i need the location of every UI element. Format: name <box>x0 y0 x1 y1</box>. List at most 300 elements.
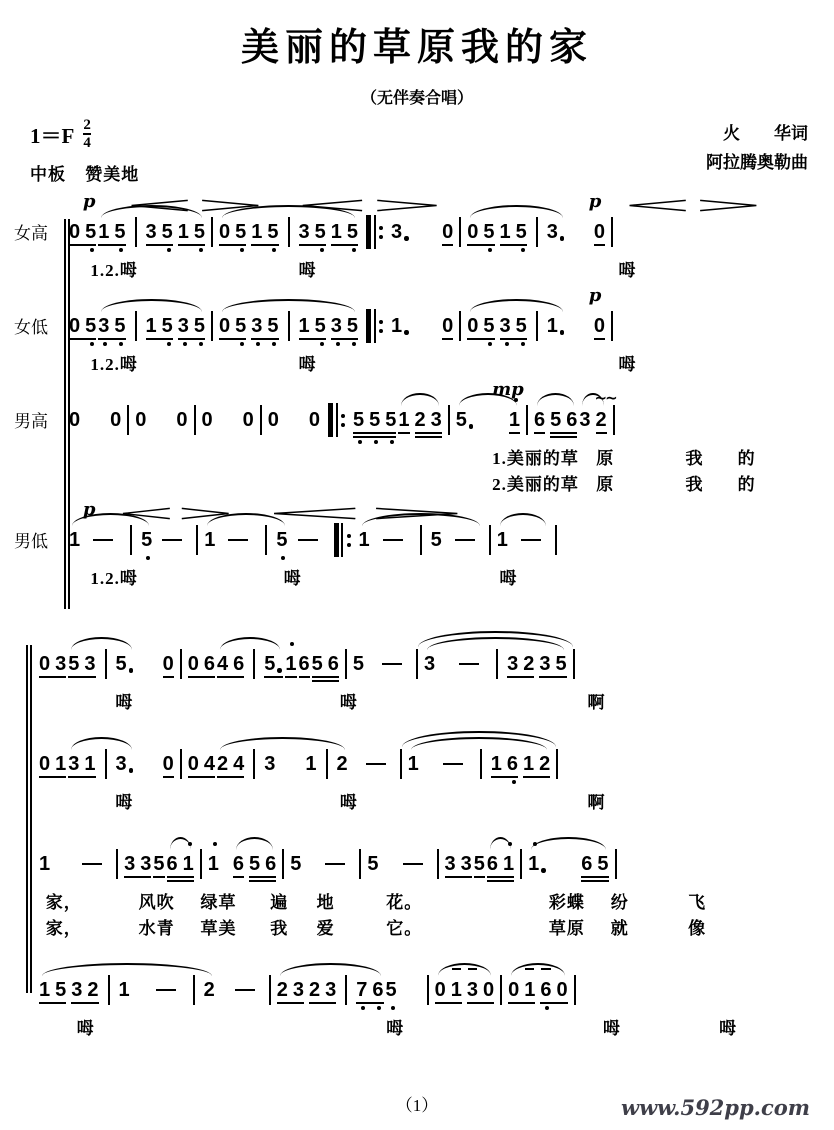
note <box>466 975 479 1005</box>
barline <box>359 849 361 879</box>
barline <box>611 217 613 247</box>
barline <box>265 525 267 555</box>
note <box>161 311 174 341</box>
note-digit: 6 <box>233 653 245 675</box>
notes-row <box>38 749 812 785</box>
duration-dash <box>459 649 479 679</box>
tenuto-line <box>452 968 461 970</box>
note <box>298 217 311 247</box>
lyric-syllable: 1.2.呣 <box>90 261 138 280</box>
barline <box>574 975 576 1005</box>
voice-line <box>14 193 812 279</box>
note <box>455 405 476 435</box>
beam-group <box>580 849 609 879</box>
voice-line <box>14 957 812 1037</box>
lyric-syllable: 我 <box>270 919 289 938</box>
barline <box>105 749 107 779</box>
note-digit: 1 <box>496 529 508 551</box>
note-digit: 0 <box>508 979 520 1001</box>
barline <box>345 975 347 1005</box>
note <box>593 217 606 247</box>
note <box>368 405 381 435</box>
lyric-syllable: 呣 <box>76 1019 95 1038</box>
notes-row <box>68 525 812 561</box>
slur-group <box>232 849 277 879</box>
beam-group <box>444 849 473 879</box>
slur-group <box>218 217 359 247</box>
slur-group <box>455 405 521 435</box>
note-digit: 3 <box>330 315 342 337</box>
lyric-syllable: 我 <box>685 449 704 468</box>
barline <box>269 975 271 1005</box>
octave-dot-low <box>515 248 531 252</box>
note-digit: 5 <box>290 853 302 875</box>
barline <box>130 525 132 555</box>
beam-group <box>232 849 245 879</box>
beam-group <box>522 749 551 779</box>
slur-group <box>423 649 568 679</box>
slur-group <box>97 217 206 247</box>
beam-group <box>308 975 337 1005</box>
note-digit: 5 <box>249 853 261 875</box>
barline <box>500 975 502 1005</box>
note <box>216 649 229 679</box>
note-digit: 3 <box>292 979 304 1001</box>
beam-group <box>330 311 359 341</box>
note <box>593 311 606 341</box>
barline <box>459 311 461 341</box>
note-digit: 2 <box>276 979 288 1001</box>
notes-row <box>68 217 812 253</box>
voice-body <box>38 731 812 811</box>
note-digit: 0 <box>219 221 231 243</box>
note-digit: 1 <box>499 221 511 243</box>
note <box>578 405 591 435</box>
note-digit: 1 <box>55 753 67 775</box>
note-digit: 6 <box>265 853 277 875</box>
note-digit: 5 <box>555 653 567 675</box>
barline <box>211 311 213 341</box>
note <box>308 405 321 435</box>
system-2 <box>14 631 812 1037</box>
beam-group <box>499 217 528 247</box>
note <box>263 749 276 779</box>
barline <box>326 749 328 779</box>
note-digit: 5 <box>515 221 527 243</box>
note-digit: 5 <box>311 653 323 675</box>
note-digit: 5 <box>276 529 288 551</box>
t2 <box>336 403 338 437</box>
note-digit: 1 <box>84 753 96 775</box>
beam-group <box>38 649 67 679</box>
note <box>371 975 384 1005</box>
beam-group <box>187 649 216 679</box>
beam-group <box>466 975 495 1005</box>
beam-group <box>486 849 515 879</box>
barline <box>556 749 558 779</box>
note <box>308 975 321 1005</box>
spacer <box>136 649 162 650</box>
beam-group <box>263 649 284 679</box>
note-digit: 5 <box>314 221 326 243</box>
augmentation-dot <box>275 649 283 679</box>
octave-dot-low <box>346 248 362 252</box>
note <box>330 311 343 341</box>
spacer <box>147 405 175 406</box>
note-digit: 1 <box>207 853 219 875</box>
note <box>234 311 247 341</box>
spacer <box>51 849 73 850</box>
note <box>490 749 503 779</box>
note <box>234 217 247 247</box>
spacer <box>279 749 301 750</box>
note <box>580 849 593 879</box>
note <box>38 749 51 779</box>
lyrics-row <box>68 256 812 279</box>
time-denominator: 4 <box>83 135 91 151</box>
slur-group <box>203 525 288 555</box>
duration-dash <box>455 525 475 555</box>
spacer <box>411 217 441 218</box>
tenuto-line <box>541 968 550 970</box>
octave-dot-low <box>234 342 250 346</box>
note <box>466 217 479 247</box>
voice-body <box>68 381 812 493</box>
note-digit: 5 <box>267 315 279 337</box>
beam-group <box>311 649 340 679</box>
dynamic-mp: mp <box>492 379 524 400</box>
note-digit: 1 <box>145 315 157 337</box>
barline <box>611 311 613 341</box>
notes-row <box>68 405 812 441</box>
note-digit: 3 <box>177 315 189 337</box>
beam-group <box>330 217 359 247</box>
note-digit: 3 <box>124 853 136 875</box>
beam-group <box>549 405 578 435</box>
note <box>292 975 305 1005</box>
duration-dash <box>235 975 255 1005</box>
note <box>355 975 368 1005</box>
lyric-syllable: 1.美丽的草 <box>492 449 579 468</box>
beam-group <box>145 217 174 247</box>
note-digit: 5 <box>385 979 397 1001</box>
note-digit: 6 <box>540 979 552 1001</box>
repeat-dots <box>379 226 383 239</box>
note <box>232 849 245 879</box>
barline <box>135 311 137 341</box>
augmentation-dot <box>402 217 410 247</box>
slur-group <box>507 975 569 1005</box>
note <box>298 649 311 679</box>
augmentation-dot <box>558 311 566 341</box>
lyric-syllable: 呣 <box>499 569 518 588</box>
note <box>289 849 302 879</box>
beam-group <box>162 649 175 679</box>
note <box>482 975 495 1005</box>
note-digit: 5 <box>346 315 358 337</box>
note-digit: 5 <box>153 853 165 875</box>
note <box>546 217 567 247</box>
barline <box>253 649 255 679</box>
lyrics-row <box>38 1014 812 1037</box>
note-digit: 5 <box>483 315 495 337</box>
note-digit: 5 <box>85 315 97 337</box>
note <box>482 311 495 341</box>
note <box>390 217 411 247</box>
voice-body <box>68 287 812 373</box>
notes-row <box>68 311 812 347</box>
notes-row <box>38 649 812 685</box>
note <box>266 217 279 247</box>
lyric-syllable: 呣 <box>339 793 358 812</box>
note-digit: 5 <box>550 409 562 431</box>
note <box>430 525 443 555</box>
note <box>430 405 443 435</box>
barline <box>448 405 450 435</box>
duration-dash <box>366 749 386 779</box>
note-digit: 2 <box>217 753 229 775</box>
t1 <box>328 403 333 437</box>
beam-group <box>473 849 486 879</box>
voice-line <box>14 731 812 811</box>
lyric-syllable: 像 <box>688 919 707 938</box>
note-digit: 5 <box>55 979 67 1001</box>
lyric-syllable: 呣 <box>618 355 637 374</box>
note <box>538 749 551 779</box>
note <box>352 649 365 679</box>
barline <box>427 975 429 1005</box>
barline <box>526 405 528 435</box>
note <box>482 217 495 247</box>
note-digit: 1 <box>358 529 370 551</box>
beam-group <box>123 849 152 879</box>
duration-dash <box>382 649 402 679</box>
note <box>506 749 519 779</box>
note-digit: 5 <box>267 221 279 243</box>
slur-group <box>434 975 496 1005</box>
note-digit: 0 <box>201 409 213 431</box>
lyricist-credit: 火 华词 <box>723 124 808 143</box>
note-digit: 1 <box>524 979 536 1001</box>
voice-label: 女高 <box>14 224 48 243</box>
voice-line <box>14 287 812 373</box>
note-digit: 1 <box>69 529 81 551</box>
note-digit: 0 <box>556 979 568 1001</box>
voice-line <box>14 631 812 711</box>
slur-group <box>486 849 515 879</box>
note-digit: 5 <box>161 221 173 243</box>
spacer <box>479 405 505 406</box>
octave-dot-low <box>330 342 346 346</box>
note <box>508 405 521 435</box>
note-digit: 2 <box>336 753 348 775</box>
note <box>499 311 512 341</box>
note-digit: 2 <box>203 979 215 1001</box>
note-digit: 0 <box>442 315 454 337</box>
beam-group <box>593 311 606 341</box>
note <box>152 849 165 879</box>
duration-dash <box>325 849 345 879</box>
note <box>203 525 216 555</box>
lyric-syllable: 彩蝶 <box>548 893 585 912</box>
barline <box>260 405 262 435</box>
note-digit: 0 <box>135 409 147 431</box>
hairpin-cresc-dim <box>626 199 760 212</box>
barline <box>193 975 195 1005</box>
lyric-syllable: 呣 <box>719 1019 738 1038</box>
slur-group <box>218 311 359 341</box>
augmentation-dot <box>127 649 135 679</box>
note-digit: 1 <box>39 853 51 875</box>
lyric-syllable: 呣 <box>339 693 358 712</box>
lyric-syllable: 风吹 <box>138 893 175 912</box>
note-digit: 1 <box>39 979 51 1001</box>
note <box>218 311 231 341</box>
repeat-begin-sign <box>334 525 351 555</box>
tenuto-line <box>468 968 477 970</box>
lyric-syllable: 它。 <box>386 919 423 938</box>
note <box>118 975 131 1005</box>
note-digit: 2 <box>539 753 551 775</box>
note-digit: 3 <box>424 653 436 675</box>
note <box>496 525 509 555</box>
barline <box>180 749 182 779</box>
note <box>441 311 454 341</box>
note-digit: 1 <box>330 221 342 243</box>
note <box>515 217 528 247</box>
note-digit: 3 <box>71 979 83 1001</box>
lyric-syllable: 呣 <box>115 793 134 812</box>
note <box>324 975 337 1005</box>
note <box>284 649 297 679</box>
augmentation-dot <box>127 749 135 779</box>
time-signature <box>83 118 91 151</box>
note <box>193 311 206 341</box>
tenuto-line <box>525 968 534 970</box>
note-digit: 5 <box>430 529 442 551</box>
note-digit: 6 <box>581 853 593 875</box>
slur-group <box>527 849 609 879</box>
beam-group <box>250 311 279 341</box>
note-digit: 0 <box>176 409 188 431</box>
t1 <box>366 309 371 343</box>
voice-label: 男高 <box>14 412 48 431</box>
lyrics-row <box>68 444 812 467</box>
note <box>166 849 179 879</box>
note <box>201 405 214 435</box>
octave-dot-low <box>482 248 498 252</box>
barline <box>536 217 538 247</box>
beam-group <box>166 849 195 879</box>
note-digit: 5 <box>68 653 80 675</box>
slur-group <box>166 849 195 879</box>
beam-group <box>434 975 463 1005</box>
repeat-begin-sign <box>328 405 345 435</box>
beam-group <box>414 405 443 435</box>
note-digit: 0 <box>39 653 51 675</box>
note-digit: 1 <box>503 853 515 875</box>
note-digit: 1 <box>391 315 403 337</box>
beam-group <box>352 405 397 435</box>
t2 <box>374 309 376 343</box>
credits <box>706 120 808 178</box>
beam-group <box>538 649 567 679</box>
octave-dot-low <box>506 780 522 784</box>
note-digit: 5 <box>114 315 126 337</box>
note <box>352 405 365 435</box>
duration-dash <box>443 749 463 779</box>
note-digit: 6 <box>372 979 384 1001</box>
note <box>336 749 349 779</box>
note <box>276 975 289 1005</box>
barline <box>116 849 118 879</box>
note-digit: 5 <box>235 315 247 337</box>
spacer <box>567 217 593 218</box>
note-digit: 2 <box>87 979 99 1001</box>
lyrics-row <box>38 688 812 711</box>
note-digit: 4 <box>203 753 215 775</box>
note <box>266 311 279 341</box>
voice-body <box>38 631 812 711</box>
note-digit: 3 <box>325 979 337 1001</box>
note-digit: 3 <box>546 221 558 243</box>
beam-group <box>539 975 568 1005</box>
note-digit: 6 <box>486 853 498 875</box>
note-digit: 5 <box>193 315 205 337</box>
lyric-syllable: 爱 <box>316 919 335 938</box>
lyric-syllable: 呣 <box>298 355 317 374</box>
lyric-syllable: 呣 <box>618 261 637 280</box>
octave-dot-low <box>314 342 330 346</box>
note-digit: 5 <box>314 315 326 337</box>
note-digit: 1 <box>118 979 130 1001</box>
beam-group <box>187 749 216 779</box>
note <box>38 849 51 879</box>
note <box>414 405 427 435</box>
octave-dot-high <box>502 842 518 846</box>
note <box>145 311 158 341</box>
barline <box>489 525 491 555</box>
note <box>162 649 175 679</box>
note <box>115 649 136 679</box>
duration-dash <box>383 525 403 555</box>
note-digit: 5 <box>597 853 609 875</box>
barline <box>200 849 202 879</box>
beam-group <box>533 405 546 435</box>
note-digit: 1 <box>490 753 502 775</box>
voice-body <box>68 501 812 587</box>
note <box>314 311 327 341</box>
note-digit: 2 <box>523 653 535 675</box>
note-digit: 6 <box>566 409 578 431</box>
note <box>250 217 263 247</box>
note-digit: 1 <box>204 529 216 551</box>
note-digit: 5 <box>515 315 527 337</box>
octave-dot-low <box>161 342 177 346</box>
note <box>555 649 568 679</box>
slur-group <box>276 975 385 1005</box>
barline <box>288 311 290 341</box>
note <box>311 649 324 679</box>
note <box>83 649 96 679</box>
spacer <box>280 405 308 406</box>
note <box>358 525 371 555</box>
octave-dot-low <box>482 342 498 346</box>
barline <box>416 649 418 679</box>
note-digit: 3 <box>444 853 456 875</box>
beam-group <box>38 975 67 1005</box>
note-digit: 1 <box>546 315 558 337</box>
